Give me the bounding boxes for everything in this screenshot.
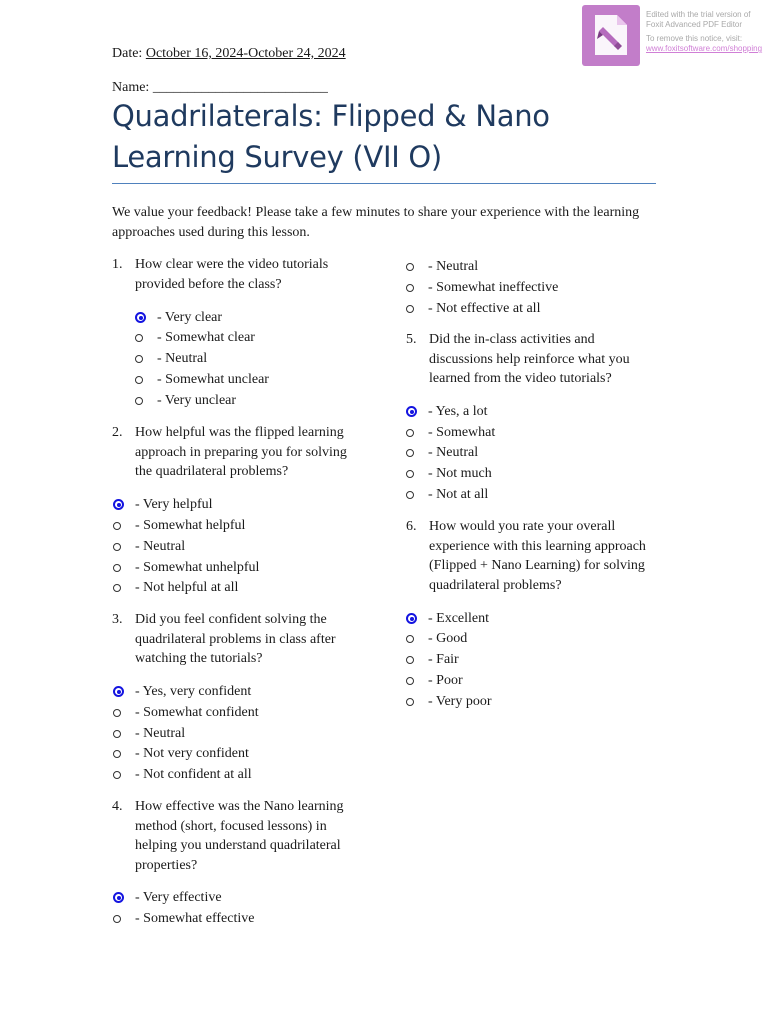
radio-icon[interactable]	[406, 677, 414, 685]
intro-text: We value your feedback! Please take a few minutes to share your experience with the learning approaches used during this lesson.	[112, 205, 640, 240]
radio-icon[interactable]	[406, 470, 414, 478]
radio-icon[interactable]	[113, 915, 121, 923]
radio-icon[interactable]	[406, 635, 414, 643]
radio-icon[interactable]	[135, 334, 143, 342]
radio-icon[interactable]	[406, 656, 414, 664]
radio-icon[interactable]	[113, 771, 121, 779]
question-text: Did you feel confident solving the quadrilateral problems in class after watching the tutorials?	[135, 612, 336, 666]
option-label: - Neutral	[135, 539, 186, 554]
radio-icon[interactable]	[113, 543, 121, 551]
option-label: - Yes, very confident	[135, 684, 252, 699]
option-label: - Not much	[428, 466, 492, 481]
radio-selected-icon[interactable]	[113, 499, 124, 510]
question-number: 3.	[112, 612, 123, 627]
watermark-line: Foxit Advanced PDF Editor	[646, 20, 743, 29]
question-text: How effective was the Nano learning method (short, focused lessons) in helping you understand quadrilateral properties?	[135, 799, 344, 873]
radio-icon[interactable]	[406, 263, 414, 271]
option-label: - Somewhat helpful	[135, 518, 246, 533]
option-label: - Very poor	[428, 694, 492, 709]
radio-selected-icon[interactable]	[406, 406, 417, 417]
option-label: - Neutral	[428, 259, 479, 274]
radio-selected-icon[interactable]	[135, 312, 146, 323]
name-label: Name:	[112, 80, 153, 95]
radio-icon[interactable]	[113, 750, 121, 758]
option-label: - Very effective	[135, 890, 222, 905]
date-label: Date:	[112, 46, 146, 61]
option-label: - Neutral	[135, 726, 186, 741]
watermark-line: Edited with the trial version of	[646, 10, 751, 19]
radio-icon[interactable]	[113, 564, 121, 572]
radio-icon[interactable]	[406, 305, 414, 313]
option-label: - Neutral	[428, 445, 479, 460]
option-label: - Not helpful at all	[135, 580, 239, 595]
question-text: How helpful was the flipped learning approach in preparing you for solving the quadrilateral problems?	[135, 425, 347, 479]
question-text: How would you rate your overall experience with this learning approach (Flipped + Nano Learning) for solving quadrilateral problems?	[429, 519, 646, 593]
question-number: 4.	[112, 799, 123, 814]
date-line	[112, 46, 346, 62]
radio-icon[interactable]	[135, 355, 143, 363]
radio-icon[interactable]	[406, 698, 414, 706]
option-label: - Very helpful	[135, 497, 213, 512]
option-label: - Not very confident	[135, 746, 249, 761]
name-line	[112, 80, 328, 96]
radio-selected-icon[interactable]	[406, 613, 417, 624]
foxit-logo-icon	[582, 5, 640, 66]
option-label: - Poor	[428, 673, 463, 688]
radio-icon[interactable]	[406, 491, 414, 499]
name-field[interactable]: _________________________	[152, 80, 328, 95]
page-title: Quadrilaterals: Flipped & Nano Learning Survey (VII O)	[112, 99, 550, 174]
question-number: 6.	[406, 519, 417, 534]
option-label: - Somewhat clear	[157, 330, 255, 345]
radio-icon[interactable]	[406, 284, 414, 292]
radio-selected-icon[interactable]	[113, 892, 124, 903]
option-label: - Yes, a lot	[428, 404, 488, 419]
watermark-line: To remove this notice, visit:	[646, 34, 743, 43]
radio-icon[interactable]	[113, 709, 121, 717]
question-text: How clear were the video tutorials provided before the class?	[135, 257, 329, 292]
radio-icon[interactable]	[135, 397, 143, 405]
watermark-link[interactable]: www.foxitsoftware.com/shopping	[646, 44, 763, 53]
option-label: - Neutral	[157, 351, 208, 366]
option-label: - Not at all	[428, 487, 489, 502]
option-label: - Fair	[428, 652, 459, 667]
option-label: - Very clear	[157, 310, 223, 325]
question-number: 5.	[406, 332, 417, 347]
option-label: - Good	[428, 631, 468, 646]
option-label: - Very unclear	[157, 393, 237, 408]
radio-icon[interactable]	[113, 584, 121, 592]
option-label: - Somewhat unhelpful	[135, 560, 260, 575]
trial-watermark	[646, 10, 764, 54]
radio-icon[interactable]	[113, 522, 121, 530]
option-label: - Somewhat ineffective	[428, 280, 559, 295]
question-number: 1.	[112, 257, 123, 272]
radio-icon[interactable]	[406, 429, 414, 437]
radio-icon[interactable]	[135, 376, 143, 384]
option-label: - Somewhat confident	[135, 705, 259, 720]
option-label: - Not effective at all	[428, 301, 541, 316]
option-label: - Excellent	[428, 611, 490, 626]
radio-icon[interactable]	[406, 449, 414, 457]
option-label: - Somewhat unclear	[157, 372, 269, 387]
radio-icon[interactable]	[113, 730, 121, 738]
question-text: Did the in-class activities and discussions help reinforce what you learned from the video tutorials?	[429, 332, 630, 386]
option-label: - Somewhat effective	[135, 911, 255, 926]
date-value: October 16, 2024-October 24, 2024	[145, 46, 346, 61]
option-label: - Not confident at all	[135, 767, 252, 782]
radio-selected-icon[interactable]	[113, 686, 124, 697]
title-divider	[112, 183, 656, 184]
pen-icon	[591, 13, 631, 57]
option-label: - Somewhat	[428, 425, 496, 440]
question-number: 2.	[112, 425, 123, 440]
